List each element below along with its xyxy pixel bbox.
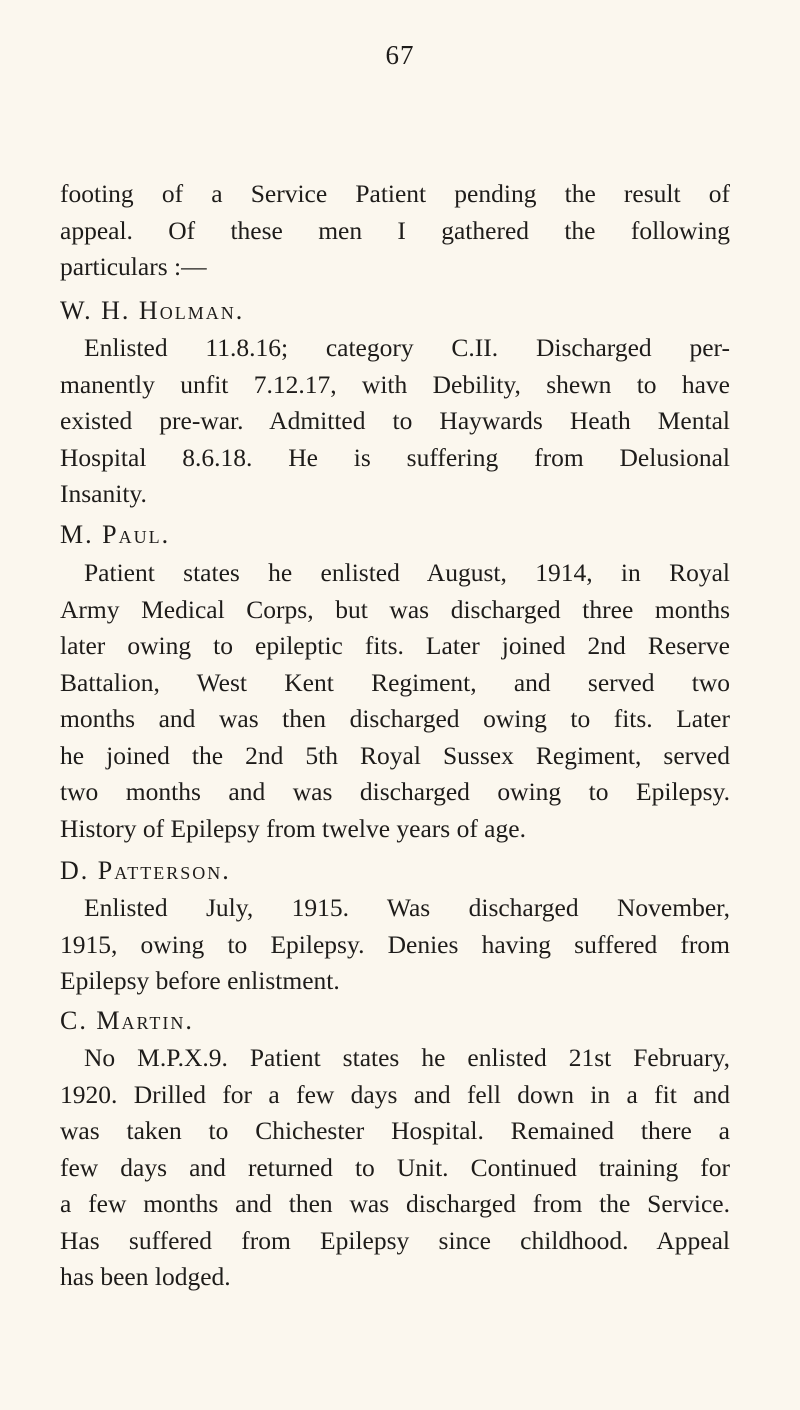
text-line: History of Epilepsy from twelve years of age. <box>60 813 526 843</box>
intro-paragraph <box>60 176 730 286</box>
text-line: Army Medical Corps, but was discharged three months <box>60 594 730 624</box>
text-line: 1915, owing to Epilepsy. Denies having suffered from <box>60 929 730 959</box>
text-line: Enlisted July, 1915. Was discharged November, <box>84 893 730 922</box>
text-line: was taken to Chichester Hospital. Remained there a <box>60 1116 730 1145</box>
patient-name: D. Patterson. <box>60 856 231 885</box>
patient-record <box>60 1040 730 1296</box>
text-line: has been lodged. <box>60 1262 231 1291</box>
text-line: few days and returned to Unit. Continued training for <box>60 1152 730 1182</box>
text-line: Epilepsy before enlistment. <box>60 966 340 995</box>
text-line: Insanity. <box>60 479 147 508</box>
text-line: existed pre-war. Admitted to Haywards Heath Mental <box>60 406 730 435</box>
text-line: Enlisted 11.8.16; category C.II. Discharged per- <box>84 333 730 362</box>
text-line: he joined the 2nd 5th Royal Sussex Regiment, served <box>60 740 730 770</box>
patient-name: C. Martin. <box>60 1006 194 1035</box>
patient-name: M. Paul. <box>60 520 171 549</box>
text-line: manently unfit 7.12.17, with Debility, shewn to have <box>60 369 730 399</box>
patient-record <box>60 890 730 1000</box>
text-line: Has suffered from Epilepsy since childhood. Appeal <box>60 1225 730 1255</box>
text-line: later owing to epileptic fits. Later joined 2nd Reserve <box>60 631 730 660</box>
text-line: Patient states he enlisted August, 1914, in Royal <box>84 558 730 587</box>
text-line: a few months and then was discharged from the Service. <box>60 1189 730 1218</box>
patient-record <box>60 555 730 847</box>
patient-name: W. H. Holman. <box>60 296 245 325</box>
text-line: footing of a Service Patient pending the result of <box>60 179 730 208</box>
text-line: two months and was discharged owing to Epilepsy. <box>60 777 730 806</box>
text-line: Battalion, West Kent Regiment, and served two <box>60 667 730 697</box>
patient-record <box>60 330 730 513</box>
text-line: particulars :— <box>60 252 207 281</box>
text-line: 1920. Drilled for a few days and fell down in a fit and <box>60 1079 730 1109</box>
text-line: appeal. Of these men I gathered the following <box>60 215 730 245</box>
page-number: 67 <box>385 40 415 70</box>
text-line: Hospital 8.6.18. He is suffering from Delusional <box>60 442 730 472</box>
text-line: No M.P.X.9. Patient states he enlisted 21st February, <box>84 1043 730 1072</box>
text-line: months and was then discharged owing to fits. Later <box>60 704 730 733</box>
